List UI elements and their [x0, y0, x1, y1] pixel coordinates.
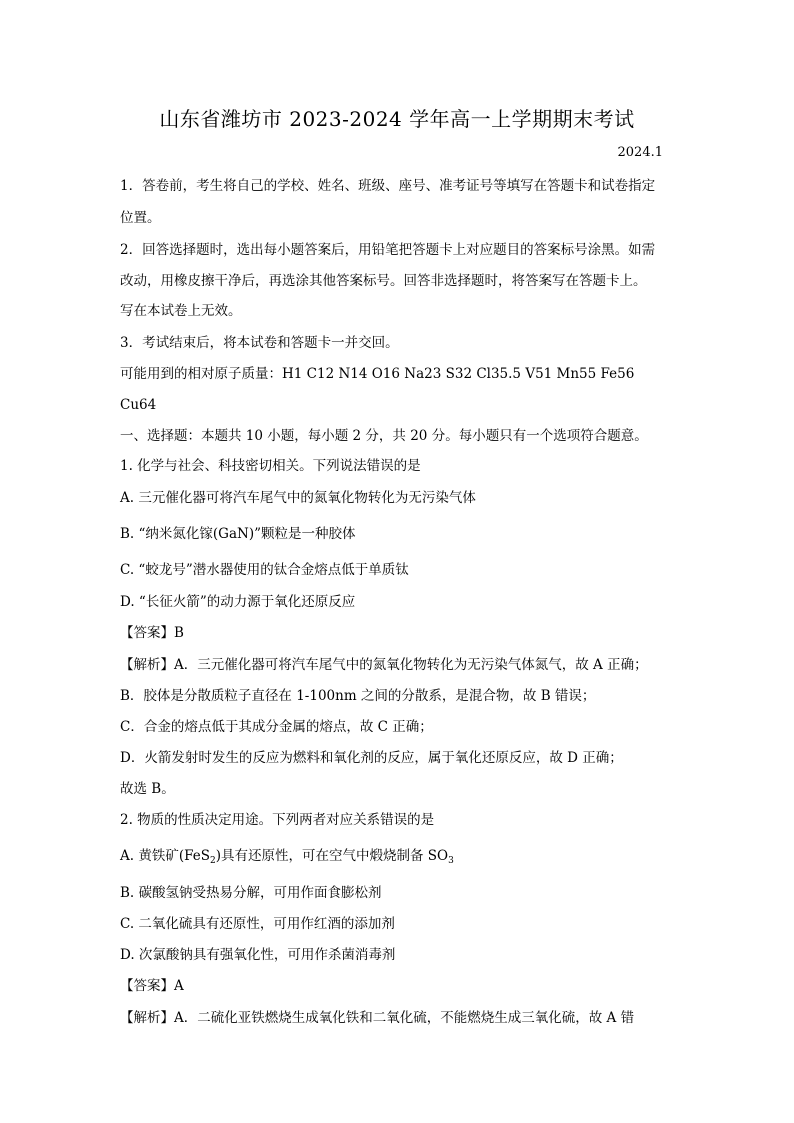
instruction-line: 位置。	[120, 210, 161, 226]
instruction-line: 2．回答选择题时，选出每小题答案后，用铅笔把答题卡上对应题目的答案标号涂黑。如需	[120, 242, 656, 258]
subscript: 2	[209, 856, 216, 866]
instruction-line: 3．考试结束后，将本试卷和答题卡一并交回。	[120, 335, 399, 351]
subscript: 3	[448, 856, 454, 866]
atomic-mass-line: 可能用到的相对原子质量：H1 C12 N14 O16 Na23 S32 Cl35.5 V51 Mn55 Fe56	[120, 366, 635, 382]
answer-line: 【答案】A	[120, 978, 184, 994]
option-line	[120, 846, 680, 871]
option-line: B. 碳酸氢钠受热易分解，可用作面食膨松剂	[120, 885, 382, 901]
instruction-line: 写在本试卷上无效。	[120, 303, 242, 319]
option-text: A. 黄铁矿(FeS	[120, 848, 210, 864]
option-line: A. 三元催化器可将汽车尾气中的氮氧化物转化为无污染气体	[120, 490, 476, 506]
option-line: C. “蛟龙号”潜水器使用的钛合金熔点低于单质钛	[120, 562, 409, 578]
option-line: D. 次氯酸钠具有强氧化性，可用作杀菌消毒剂	[120, 947, 396, 963]
page-title: 山东省潍坊市 2023-2024 学年高一上学期期末考试	[159, 107, 635, 131]
option-line: D. “长征火箭”的动力源于氧化还原反应	[120, 594, 356, 610]
question-stem: 2. 物质的性质决定用途。下列两者对应关系错误的是	[120, 812, 435, 828]
analysis-line: 【解析】A．二硫化亚铁燃烧生成氧化铁和二氧化硫，不能燃烧生成三氧化硫，故 A 错	[120, 1010, 635, 1026]
question-stem: 1. 化学与社会、科技密切相关。下列说法错误的是	[120, 458, 421, 474]
section-heading: 一、选择题：本题共 10 小题，每小题 2 分，共 20 分。每小题只有一个选项符合题意。	[120, 428, 648, 444]
analysis-line: 故选 B。	[120, 781, 175, 797]
instruction-line: 改动，用橡皮擦干净后，再选涂其他答案标号。回答非选择题时，将答案写在答题卡上。	[120, 273, 647, 289]
option-text: )具有还原性，可在空气中煅烧制备 SO	[215, 848, 449, 864]
answer-line: 【答案】B	[120, 625, 184, 641]
analysis-line: 【解析】A．三元催化器可将汽车尾气中的氮氧化物转化为无污染气体氮气，故 A 正确；	[120, 657, 648, 673]
analysis-line: C．合金的熔点低于其成分金属的熔点，故 C 正确；	[120, 719, 433, 735]
analysis-line: D．火箭发射时发生的反应为燃料和氧化剂的反应，属于氧化还原反应，故 D 正确；	[120, 750, 623, 766]
instruction-line: 1．答卷前，考生将自己的学校、姓名、班级、座号、准考证号等填写在答题卡和试卷指定	[120, 178, 656, 194]
option-line: C. 二氧化硫具有还原性，可用作红酒的添加剂	[120, 916, 395, 932]
option-line: B. “纳米氮化镓(GaN)”颗粒是一种胶体	[120, 526, 356, 542]
exam-date: 2024.1	[617, 145, 663, 160]
analysis-line: B．胶体是分散质粒子直径在 1-100nm 之间的分散系，是混合物，故 B 错误；	[120, 688, 596, 704]
atomic-mass-line: Cu64	[120, 397, 157, 413]
